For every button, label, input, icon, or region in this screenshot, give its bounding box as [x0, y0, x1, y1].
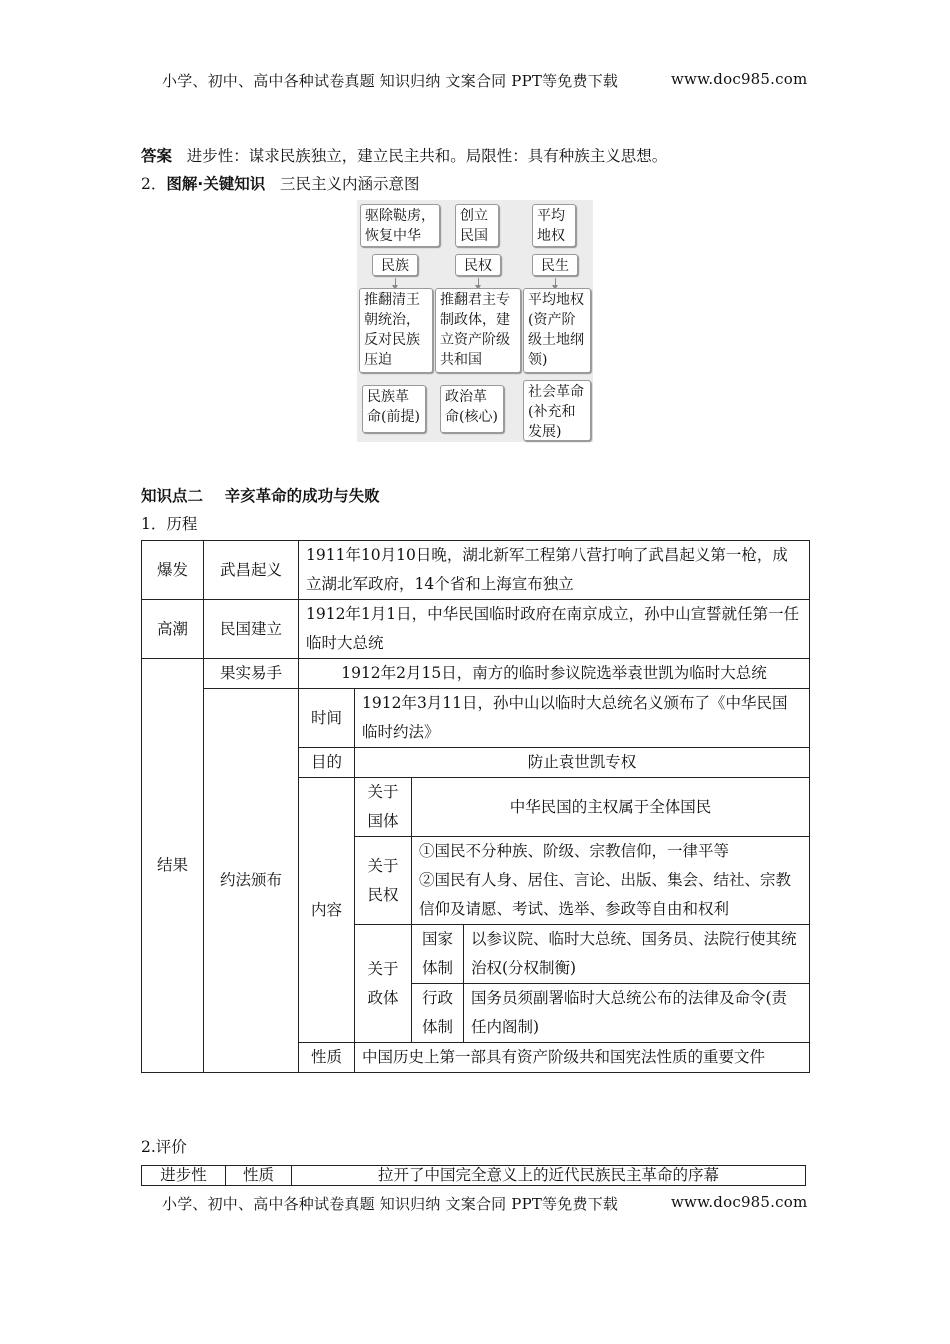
knowledge-point-label: 知识点二: [141, 487, 204, 505]
event-constitution: 约法颁布: [204, 689, 299, 1073]
diagram-revolution-2: 政治革命(核心): [440, 385, 504, 433]
purpose-text: 防止袁世凯专权: [355, 748, 810, 778]
fruit-desc: 1912年2月15日，南方的临时参议院选举袁世凯为临时大总统: [299, 659, 810, 689]
process-heading: 1．历程: [141, 515, 198, 533]
section2-title: 图解·关键知识: [166, 175, 266, 193]
diagram-revolution-1: 民族革命(前提): [362, 385, 426, 433]
national-system-text: 以参议院、临时大总统、国务员、法院行使其统治权(分权制衡): [464, 925, 810, 984]
diagram-revolution-3: 社会革命(补充和发展): [523, 380, 591, 441]
nature-text: 中国历史上第一部具有资产阶级共和国宪法性质的重要文件: [355, 1043, 810, 1073]
knowledge-point-title: 辛亥革命的成功与失败: [224, 487, 380, 505]
header-site-link[interactable]: www.doc985.com: [671, 70, 808, 88]
gov-label: 关于政体: [355, 925, 412, 1043]
stage-result: 结果: [142, 659, 204, 1073]
footer-site-link[interactable]: www.doc985.com: [671, 1193, 808, 1211]
climax-desc: 1912年1月1日，中华民国临时政府在南京成立，孙中山宣誓就任第一任临时大总统: [299, 600, 810, 659]
nature-label: 性质: [299, 1043, 355, 1073]
table-row: [142, 689, 810, 748]
header-banner: 小学、初中、高中各种试卷真题 知识归纳 文案合同 PPT等免费下载: [162, 72, 619, 90]
admin-system-label: 行政体制: [412, 984, 464, 1043]
rights-label: 关于民权: [355, 837, 412, 925]
diagram-box-top-2: 创立民国: [455, 204, 499, 247]
time-label: 时间: [299, 689, 355, 748]
diagram-arrow-1: [395, 278, 396, 286]
national-system-label: 国家体制: [412, 925, 464, 984]
three-principles-diagram: [357, 200, 593, 442]
answer-label: 答案: [141, 147, 173, 165]
outbreak-desc: 1911年10月10日晚，湖北新军工程第八营打响了武昌起义第一枪，成立湖北军政府，14个省和上海宣布独立: [299, 541, 810, 600]
diagram-principle-minzu: 民族: [372, 254, 418, 276]
rights-item-2: ②国民有人身、居住、言论、出版、集会、结社、宗教信仰及请愿、考试、选举、参政等自由和权利: [419, 871, 792, 918]
table-row: [142, 659, 810, 689]
purpose-label: 目的: [299, 748, 355, 778]
table-row: [142, 541, 810, 600]
time-text: 1912年3月11日，孙中山以临时大总统名义颁布了《中华民国临时约法》: [355, 689, 810, 748]
answer-text: 进步性：谋求民族独立，建立民主共和。局限性：具有种族主义思想。: [186, 147, 668, 165]
evaluation-table: [141, 1165, 806, 1186]
diagram-box-top-1: 驱除鞑虏，恢复中华: [360, 204, 440, 247]
diagram-arrow-2: [478, 278, 479, 286]
evaluation-heading: 2.评价: [141, 1138, 187, 1156]
diagram-principle-minquan: 民权: [455, 254, 501, 276]
event-fruit: 果实易手: [204, 659, 299, 689]
footer-banner: 小学、初中、高中各种试卷真题 知识归纳 文案合同 PPT等免费下载: [162, 1195, 619, 1213]
eval-col-progressive: 进步性: [142, 1166, 226, 1186]
diagram-principle-minsheng: 民生: [532, 254, 578, 276]
answer-line: [141, 144, 667, 166]
rights-item-1: ①国民不分种族、阶级、宗教信仰，一律平等: [419, 842, 730, 860]
diagram-arrow-3: [555, 278, 556, 286]
event-wuchang: 武昌起义: [204, 541, 299, 600]
table-row: [142, 600, 810, 659]
state-label: 关于国体: [355, 778, 412, 837]
knowledge-point-2-heading: [141, 484, 380, 506]
diagram-meaning-2: 推翻君主专制政体，建立资产阶级共和国: [435, 288, 521, 373]
content-label: 内容: [299, 778, 355, 1043]
table-row: [142, 1166, 806, 1186]
process-table: [141, 540, 810, 1073]
rights-cell: [412, 837, 810, 925]
stage-climax: 高潮: [142, 600, 204, 659]
state-text: 中华民国的主权属于全体国民: [412, 778, 810, 837]
diagram-meaning-3: 平均地权(资产阶级土地纲领): [523, 288, 591, 373]
stage-outbreak: 爆发: [142, 541, 204, 600]
diagram-box-top-3: 平均地权: [532, 204, 576, 247]
section2-subtitle: 三民主义内涵示意图: [280, 175, 420, 193]
event-republic: 民国建立: [204, 600, 299, 659]
admin-system-text: 国务员须副署临时大总统公布的法律及命令(责任内阁制): [464, 984, 810, 1043]
section2-heading: [141, 172, 420, 194]
section2-number: 2．: [141, 175, 167, 193]
diagram-meaning-1: 推翻清王朝统治，反对民族压迫: [359, 288, 433, 373]
eval-col-text: 拉开了中国完全意义上的近代民族民主革命的序幕: [292, 1166, 806, 1186]
eval-col-nature: 性质: [226, 1166, 292, 1186]
